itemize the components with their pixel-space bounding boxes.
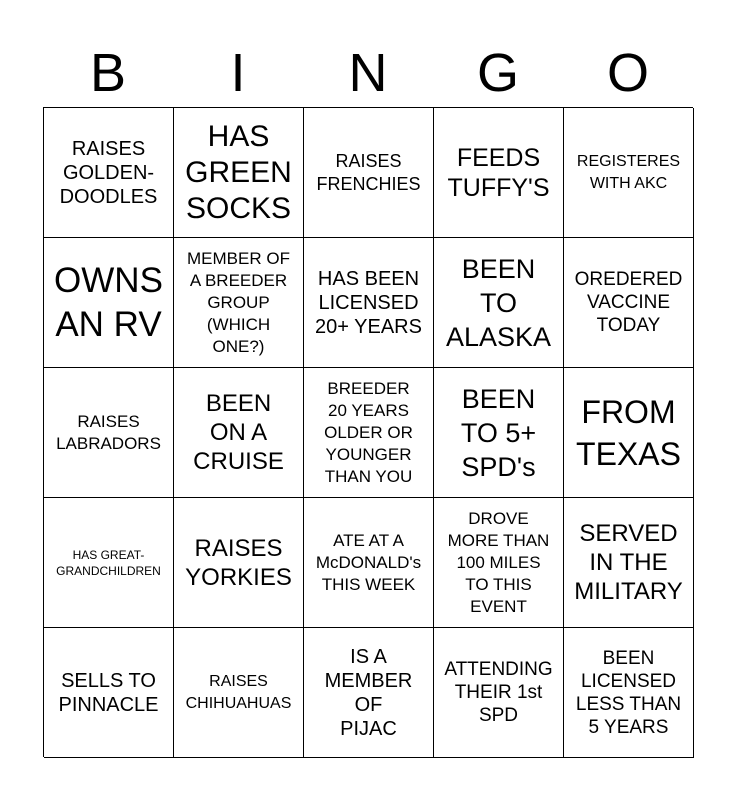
cell-label: RAISES FRENCHIES [316, 150, 421, 194]
cell-label: DROVE MORE THAN 100 MILES TO THIS EVENT [447, 508, 550, 616]
bingo-board [43, 107, 693, 757]
cell-label: MEMBER OF A BREEDER GROUP (WHICH ONE?) [187, 248, 290, 356]
bingo-cell-r3c1[interactable] [44, 368, 174, 498]
cell-label: FEEDS TUFFY'S [447, 143, 550, 202]
cell-label: FROM TEXAS [576, 393, 681, 472]
bingo-cell-r2c5[interactable] [564, 238, 694, 368]
bingo-cell-r4c2[interactable] [174, 498, 304, 628]
header-letter-n: N [348, 43, 388, 103]
cell-label: BEEN LICENSED LESS THAN 5 YEARS [575, 647, 682, 738]
cell-label: RAISES CHIHUAHUAS [185, 672, 292, 712]
cell-label: RAISES LABRADORS [56, 411, 161, 453]
cell-label: OWNS AN RV [54, 260, 163, 344]
bingo-cell-r2c1[interactable] [44, 238, 174, 368]
bingo-cell-r5c3[interactable] [304, 628, 434, 758]
bingo-cell-r5c2[interactable] [174, 628, 304, 758]
cell-label: HAS BEEN LICENSED 20+ YEARS [315, 267, 422, 338]
bingo-cell-r1c2[interactable] [174, 108, 304, 238]
cell-label: BREEDER 20 YEARS OLDER OR YOUNGER THAN YOU [324, 378, 413, 486]
header-letter-i: I [230, 43, 246, 103]
bingo-header [43, 38, 693, 108]
bingo-cell-r5c1[interactable] [44, 628, 174, 758]
cell-label: RAISES YORKIES [185, 534, 292, 591]
bingo-cell-r4c4[interactable] [434, 498, 564, 628]
cell-label: BEEN TO 5+ SPD's [460, 383, 537, 482]
bingo-cell-r5c5[interactable] [564, 628, 694, 758]
cell-label: SELLS TO PINNACLE [58, 669, 159, 716]
bingo-cell-r1c3[interactable] [304, 108, 434, 238]
cell-label: REGISTERES WITH AKC [576, 152, 681, 192]
bingo-cell-r4c3[interactable] [304, 498, 434, 628]
bingo-cell-r2c2[interactable] [174, 238, 304, 368]
bingo-cell-r3c5[interactable] [564, 368, 694, 498]
cell-label: IS A MEMBER OF PIJAC [324, 645, 413, 740]
cell-label: HAS GREEN SOCKS [185, 119, 292, 225]
bingo-cell-r3c3[interactable] [304, 368, 434, 498]
cell-label: SERVED IN THE MILITARY [574, 520, 683, 605]
cell-label: ATE AT A McDONALD's THIS WEEK [315, 530, 422, 594]
bingo-cell-r4c1[interactable] [44, 498, 174, 628]
bingo-cell-r1c4[interactable] [434, 108, 564, 238]
cell-label: OREDERED VACCINE TODAY [574, 269, 683, 336]
cell-label: HAS GREAT- GRANDCHILDREN [56, 547, 161, 578]
bingo-cell-r2c3[interactable] [304, 238, 434, 368]
bingo-cell-r5c4[interactable] [434, 628, 564, 758]
cell-label: BEEN TO ALASKA [445, 253, 552, 352]
bingo-cell-r3c2[interactable] [174, 368, 304, 498]
cell-label: ATTENDING THEIR 1st SPD [444, 659, 553, 726]
bingo-cell-r3c4[interactable] [434, 368, 564, 498]
bingo-cell-r1c5[interactable] [564, 108, 694, 238]
header-letter-b: B [89, 43, 127, 103]
cell-label: RAISES GOLDEN- DOODLES [59, 137, 158, 208]
bingo-cell-r1c1[interactable] [44, 108, 174, 238]
bingo-cell-r2c4[interactable] [434, 238, 564, 368]
header-letter-g: G [476, 43, 519, 103]
cell-label: BEEN ON A CRUISE [193, 390, 284, 475]
header-letter-o: O [606, 43, 649, 103]
bingo-cell-r4c5[interactable] [564, 498, 694, 628]
